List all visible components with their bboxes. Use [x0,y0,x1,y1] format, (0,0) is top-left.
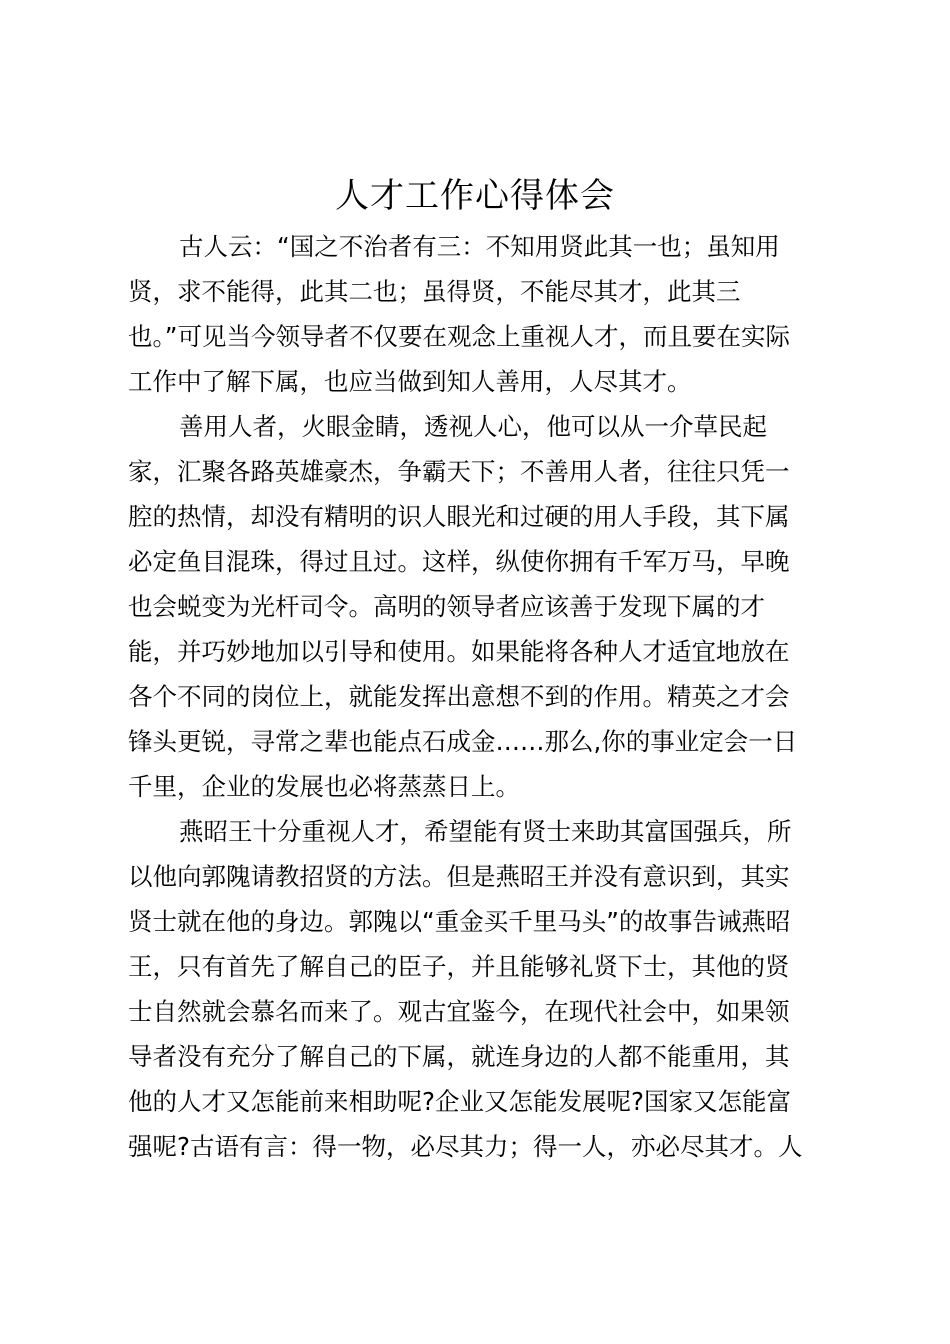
text-line: 燕昭王十分重视人才，希望能有贤士来助其富国强兵，所 [179,817,792,846]
text-line: 贤，求不能得，此其二也；虽得贤，不能尽其才，此其三 [128,277,741,306]
text-line: 士自然就会慕名而来了。观古宜鉴今，在现代社会中，如果领 [128,997,790,1026]
document-title: 人才工作心得体会 [335,176,615,216]
text-line: 导者没有充分了解自己的下属，就连身边的人都不能重用，其 [128,1042,790,1071]
document-body [128,224,828,1169]
paragraph-3 [128,809,828,1169]
text-line: 善用人者，火眼金睛，透视人心，他可以从一介草民起 [179,412,767,441]
text-line: 他的人才又怎能前来相助呢?企业又怎能发展呢?国家又怎能富 [128,1087,792,1116]
paragraph-1 [128,224,828,404]
text-line: 以他向郭隗请教招贤的方法。但是燕昭王并没有意识到，其实 [128,862,790,891]
text-line: 千里，企业的发展也必将蒸蒸日上。 [128,772,520,801]
text-line: 贤士就在他的身边。郭隗以“重金买千里马头”的故事告诫燕昭 [128,907,791,936]
text-line: 也。”可见当今领导者不仅要在观念上重视人才，而且要在实际 [128,322,790,351]
text-line: 古人云：“国之不治者有三：不知用贤此其一也；虽知用 [179,232,780,261]
text-line: 家，汇聚各路英雄豪杰，争霸天下；不善用人者，往往只凭一 [128,457,790,486]
paragraph-2 [128,404,828,809]
text-line: 强呢?古语有言：得一物，必尽其力；得一人，亦必尽其才。人 [128,1132,803,1161]
text-line: 能，并巧妙地加以引导和使用。如果能将各种人才适宜地放在 [128,637,790,666]
text-line: 各个不同的岗位上，就能发挥出意想不到的作用。精英之才会 [128,682,790,711]
text-line: 锋头更锐，寻常之辈也能点石成金……那么,你的事业定会一日 [128,727,798,756]
text-line: 工作中了解下属，也应当做到知人善用，人尽其才。 [128,367,692,396]
text-line: 必定鱼目混珠，得过且过。这样，纵使你拥有千军万马，早晚 [128,547,790,576]
text-line: 腔的热情，却没有精明的识人眼光和过硬的用人手段，其下属 [128,502,790,531]
text-line: 也会蜕变为光杆司令。高明的领导者应该善于发现下属的才 [128,592,765,621]
text-line: 王，只有首先了解自己的臣子，并且能够礼贤下士，其他的贤 [128,952,790,981]
